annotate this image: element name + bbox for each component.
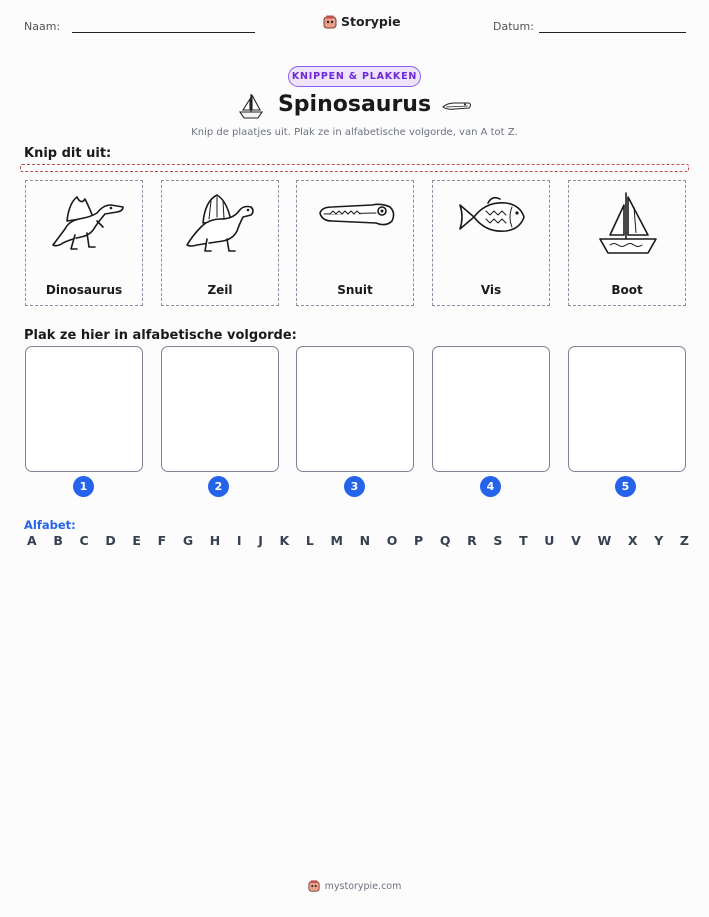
slot-number-3: 3 [344, 476, 365, 497]
slot-number-4: 4 [480, 476, 501, 497]
paste-slot-1[interactable] [25, 346, 143, 472]
alphabet-row [27, 533, 689, 548]
card-label: Snuit [337, 283, 373, 297]
letter: A [27, 533, 37, 548]
paste-slot-3[interactable] [296, 346, 414, 472]
letter: T [519, 533, 528, 548]
card-label: Vis [480, 283, 502, 297]
letter: X [627, 533, 638, 548]
card-label: Dinosaurus [45, 283, 123, 297]
date-line[interactable] [539, 32, 686, 33]
letter: P [414, 533, 424, 548]
name-line[interactable] [72, 32, 255, 33]
sailboat-icon [588, 187, 668, 257]
letter: O [386, 533, 398, 548]
activity-badge: KNIPPEN & PLAKKEN [288, 66, 421, 87]
letter: J [258, 533, 263, 548]
crocodile-snout-icon [316, 187, 396, 257]
brand-logo [323, 14, 401, 29]
letter: G [182, 533, 194, 548]
cut-line [20, 164, 689, 172]
title-crocodile-icon [441, 99, 473, 113]
letter: Y [654, 533, 664, 548]
letter: C [79, 533, 89, 548]
footer [0, 880, 709, 892]
cut-card-vis[interactable] [432, 180, 550, 306]
footer-url[interactable]: mystorypie.com [324, 880, 402, 892]
cut-card-zeil[interactable] [161, 180, 279, 306]
letter: I [236, 533, 242, 548]
instructions: Knip de plaatjes uit. Plak ze in alfabetische volgorde, van A tot Z. [191, 127, 518, 138]
letter: N [359, 533, 371, 548]
alphabet-heading: Alfabet: [24, 518, 76, 532]
letter: F [157, 533, 167, 548]
letter: B [53, 533, 63, 548]
slot-number-2: 2 [208, 476, 229, 497]
paste-heading: Plak ze hier in alfabetische volgorde: [24, 328, 297, 343]
letter: Q [439, 533, 451, 548]
spinosaurus-icon [45, 187, 125, 257]
page-title: Spinosaurus [277, 92, 432, 117]
letter: H [209, 533, 221, 548]
date-label: Datum: [493, 20, 534, 33]
paste-slot-2[interactable] [161, 346, 279, 472]
paste-slot-4[interactable] [432, 346, 550, 472]
cut-card-snuit[interactable] [296, 180, 414, 306]
storypie-mascot-icon [308, 880, 320, 892]
letter: U [544, 533, 555, 548]
letter: R [467, 533, 477, 548]
letter: V [571, 533, 581, 548]
sail-dinosaur-icon [181, 187, 261, 257]
cut-card-boot[interactable] [568, 180, 686, 306]
letter: W [597, 533, 612, 548]
slot-number-1: 1 [73, 476, 94, 497]
letter: S [493, 533, 503, 548]
letter: E [132, 533, 141, 548]
storypie-mascot-icon [323, 15, 337, 29]
letter: K [279, 533, 290, 548]
card-label: Boot [611, 283, 643, 297]
letter: L [305, 533, 314, 548]
brand-name: Storypie [341, 14, 401, 29]
letter: M [330, 533, 343, 548]
slot-number-5: 5 [615, 476, 636, 497]
cut-heading: Knip dit uit: [24, 146, 112, 161]
fish-icon [452, 187, 532, 257]
paste-slot-5[interactable] [568, 346, 686, 472]
letter: Z [679, 533, 689, 548]
name-label: Naam: [24, 20, 61, 33]
card-label: Zeil [207, 283, 233, 297]
letter: D [105, 533, 116, 548]
cut-card-dinosaurus[interactable] [25, 180, 143, 306]
